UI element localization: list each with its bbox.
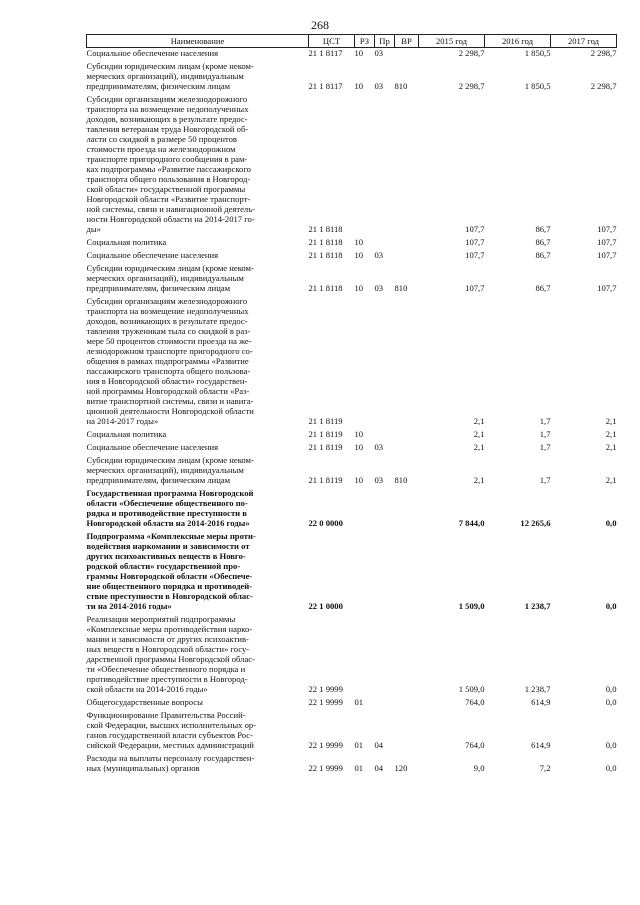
row-name-line: ния в Новгородской области» государствен- [86, 376, 248, 386]
table-row [87, 697, 617, 710]
header-pr: Пр [375, 35, 395, 48]
cell-name [87, 614, 309, 697]
cell-vr [395, 237, 419, 250]
cell-y2015: 1 509,0 [458, 601, 485, 611]
cell-cst: 21 1 8119 [308, 416, 343, 426]
cell-rz: 10 [354, 475, 364, 485]
row-name-line: ласти со скидкой в размере 50 процентов [86, 134, 237, 144]
header-name: Наименование [87, 35, 309, 48]
row-name-line: мерческих организаций), индивидуальным [86, 71, 244, 81]
cell-cst: 21 1 8118 [308, 250, 343, 260]
cell-y2016: 1 238,7 [524, 601, 551, 611]
cell-pr: 03 [374, 250, 384, 260]
table-row [87, 614, 617, 697]
cell-y2017: 107,7 [597, 237, 617, 247]
header-2015: 2015 год [419, 35, 485, 48]
header-2016: 2016 год [485, 35, 551, 48]
cell-y2016: 1,7 [539, 475, 551, 485]
row-name-line: предпринимателям, физическим лицам [86, 475, 231, 485]
row-name-line: Социальное обеспечение населения [86, 250, 219, 260]
cell-rz: 10 [354, 237, 364, 247]
cell-rz: 01 [354, 697, 364, 707]
cell-pr: 04 [374, 763, 384, 773]
table-row [87, 429, 617, 442]
table-row [87, 237, 617, 250]
table-row [87, 94, 617, 237]
cell-y2017: 2,1 [605, 429, 617, 439]
cell-name [87, 455, 309, 488]
row-name-line: транспорта на возмещение недополученных [86, 104, 249, 114]
row-name-line: ганов государственной власти субъектов Рос- [86, 730, 253, 740]
row-name-line: дарственной программы Новгородской облас- [86, 654, 255, 664]
cell-pr [375, 697, 395, 710]
table-row [87, 531, 617, 614]
table-row [87, 455, 617, 488]
cell-rz [355, 531, 375, 614]
cell-y2015: 9,0 [473, 763, 485, 773]
cell-name [87, 61, 309, 94]
cell-pr: 03 [374, 442, 384, 452]
row-name-line: Социальная политика [86, 429, 167, 439]
cell-y2016: 1 850,5 [524, 48, 551, 58]
cell-cst: 22 1 9999 [308, 763, 343, 773]
header-2017: 2017 год [551, 35, 617, 48]
cell-y2017: 2,1 [605, 416, 617, 426]
row-name-line: Социальное обеспечение населения [86, 442, 219, 452]
cell-y2016: 1,7 [539, 416, 551, 426]
cell-rz [355, 296, 375, 429]
cell-vr [395, 697, 419, 710]
cell-name [87, 753, 309, 776]
row-name-line: Субсидии юридическим лицам (кроме неком- [86, 263, 254, 273]
cell-cst: 21 1 8118 [308, 237, 343, 247]
table-row [87, 753, 617, 776]
cell-pr [375, 296, 395, 429]
cell-y2017: 107,7 [597, 224, 617, 234]
table-row [87, 442, 617, 455]
cell-vr: 810 [394, 283, 408, 293]
row-name-line: сийской Федерации, местных администраций [86, 740, 254, 750]
cell-rz [355, 94, 375, 237]
cell-y2016: 86,7 [535, 224, 551, 234]
cell-y2015: 7 844,0 [458, 518, 485, 528]
header-vr: ВР [395, 35, 419, 48]
cell-name [87, 710, 309, 753]
cell-y2016: 1,7 [539, 429, 551, 439]
cell-y2015: 1 509,0 [458, 684, 485, 694]
row-name-line: водействия наркомании и зависимости от [86, 541, 250, 551]
cell-cst: 22 1 9999 [308, 740, 343, 750]
row-name-line: других психоактивных веществ в Новго- [86, 551, 246, 561]
cell-y2017: 0,0 [605, 601, 617, 611]
cell-y2015: 2 298,7 [458, 81, 485, 91]
cell-cst: 22 1 9999 [308, 684, 343, 694]
table-body [87, 48, 617, 777]
row-name-line: ках подпрограммы «Развитие пассажирского [86, 164, 251, 174]
row-name-line: ной системы, связи и навигационной деятель- [86, 204, 255, 214]
row-name-line: Социальное обеспечение населения [86, 48, 219, 58]
row-name-line: «Комплексные меры противодействия нарко- [86, 624, 253, 634]
cell-vr [395, 429, 419, 442]
cell-y2017: 2,1 [605, 475, 617, 485]
cell-pr [375, 614, 395, 697]
table-row [87, 710, 617, 753]
table-row [87, 250, 617, 263]
row-name-line: рядка и противодействие преступности в [86, 508, 247, 518]
cell-y2015: 107,7 [465, 283, 485, 293]
cell-vr: 120 [394, 763, 408, 773]
cell-y2015: 2,1 [473, 442, 485, 452]
row-name-line: на 2014-2017 годы» [86, 416, 159, 426]
row-name-line: ской области» государственной программы [86, 184, 246, 194]
cell-name [87, 296, 309, 429]
row-name-line: стоимости проезда на железнодорожном [86, 144, 236, 154]
cell-pr [375, 94, 395, 237]
row-name-line: ской области на 2014-2016 годы» [86, 684, 208, 694]
cell-y2017: 2 298,7 [590, 48, 617, 58]
table-header-row [87, 35, 617, 48]
cell-y2016: 1,7 [539, 442, 551, 452]
row-name-line: предпринимателям, физическим лицам [86, 283, 231, 293]
cell-y2016: 614,9 [531, 697, 551, 707]
cell-y2017: 107,7 [597, 250, 617, 260]
row-name-line: ной программы Новгородской области «Раз- [86, 386, 250, 396]
cell-vr [395, 531, 419, 614]
cell-name [87, 94, 309, 237]
cell-pr [375, 237, 395, 250]
cell-y2017: 2,1 [605, 442, 617, 452]
cell-y2015: 107,7 [465, 224, 485, 234]
cell-y2017: 0,0 [605, 518, 617, 528]
cell-y2015: 107,7 [465, 250, 485, 260]
row-name-line: доходов, возникающих в результате предос- [86, 316, 248, 326]
row-name-line: области «Обеспечение общественного по- [86, 498, 248, 508]
cell-cst: 21 1 8119 [308, 429, 343, 439]
cell-vr [395, 250, 419, 263]
cell-cst: 21 1 8118 [308, 224, 343, 234]
cell-pr [375, 531, 395, 614]
cell-pr: 04 [374, 740, 384, 750]
cell-vr [395, 488, 419, 531]
row-name-line: лезнодорожном транспорте пригородного со- [86, 346, 253, 356]
cell-y2015: 107,7 [465, 237, 485, 247]
cell-y2016: 1 238,7 [524, 684, 551, 694]
row-name-line: Государственная программа Новгородской [86, 488, 254, 498]
cell-pr: 03 [374, 48, 384, 58]
cell-name [87, 488, 309, 531]
cell-rz: 10 [354, 283, 364, 293]
cell-name [87, 250, 309, 263]
cell-name [87, 48, 309, 62]
row-name-line: Субсидии организациям железнодорожного [86, 296, 248, 306]
row-name-line: мерческих организаций), индивидуальным [86, 465, 244, 475]
row-name-line: предпринимателям, физическим лицам [86, 81, 231, 91]
cell-vr [395, 442, 419, 455]
cell-y2016: 614,9 [531, 740, 551, 750]
cell-y2015: 2,1 [473, 416, 485, 426]
cell-rz: 10 [354, 429, 364, 439]
row-name-line: ды» [86, 224, 101, 234]
cell-name [87, 531, 309, 614]
table-row [87, 48, 617, 62]
cell-name [87, 263, 309, 296]
row-name-line: родской области» государственной про- [86, 561, 241, 571]
cell-y2016: 7,2 [539, 763, 551, 773]
cell-name [87, 697, 309, 710]
cell-cst: 21 1 8117 [308, 48, 343, 58]
cell-y2015: 2 298,7 [458, 48, 485, 58]
cell-rz: 10 [354, 442, 364, 452]
row-name-line: ской Федерации, высших исполнительных ор- [86, 720, 257, 730]
row-name-line: Субсидии юридическим лицам (кроме неком- [86, 61, 254, 71]
cell-y2015: 2,1 [473, 429, 485, 439]
cell-cst: 22 0 0000 [308, 518, 343, 528]
budget-table [86, 34, 617, 776]
row-name-line: Субсидии организациям железнодорожного [86, 94, 248, 104]
cell-name [87, 442, 309, 455]
row-name-line: мании и зависимости от других психоактив- [86, 634, 249, 644]
cell-y2017: 0,0 [605, 697, 617, 707]
row-name-line: ных веществ в Новгородской области» госу- [86, 644, 250, 654]
cell-cst: 21 1 8117 [308, 81, 343, 91]
row-name-line: мерческих организаций), индивидуальным [86, 273, 244, 283]
cell-name [87, 237, 309, 250]
row-name-line: ти на 2014-2016 годы» [86, 601, 172, 611]
row-name-line: тавления труженикам тыла со скидкой в раз- [86, 326, 251, 336]
cell-y2017: 107,7 [597, 283, 617, 293]
cell-y2016: 86,7 [535, 237, 551, 247]
cell-y2015: 2,1 [473, 475, 485, 485]
cell-y2017: 2 298,7 [590, 81, 617, 91]
cell-rz: 10 [354, 48, 364, 58]
row-name-line: ционной деятельности Новгородской области [86, 406, 254, 416]
row-name-line: общения в рамках подпрограммы «Развитие [86, 356, 249, 366]
cell-rz: 10 [354, 250, 364, 260]
row-name-line: Новгородской области «Развитие транспорт- [86, 194, 251, 204]
cell-pr: 03 [374, 475, 384, 485]
cell-vr [395, 94, 419, 237]
row-name-line: тавления ветеранам труда Новгородской об- [86, 124, 249, 134]
row-name-line: Новгородской области на 2014-2016 годы» [86, 518, 250, 528]
row-name-line: противодействие преступности в Новгород- [86, 674, 248, 684]
cell-y2015: 764,0 [465, 697, 485, 707]
row-name-line: ных (муниципальных) органов [86, 763, 200, 773]
row-name-line: ности Новгородской области на 2014-2017 го- [86, 214, 255, 224]
table-row [87, 296, 617, 429]
row-name-line: граммы Новгородской области «Обеспече- [86, 571, 253, 581]
cell-vr [395, 710, 419, 753]
row-name-line: Субсидии юридическим лицам (кроме неком- [86, 455, 254, 465]
row-name-line: доходов, возникающих в результате предос- [86, 114, 248, 124]
cell-cst: 21 1 8119 [308, 442, 343, 452]
row-name-line: транспорта на возмещение недополученных [86, 306, 249, 316]
cell-pr [375, 429, 395, 442]
row-name-line: Расходы на выплаты персоналу государствен- [86, 753, 255, 763]
page-number: 268 [311, 18, 329, 32]
header-cst: ЦСТ [309, 35, 355, 48]
cell-y2017: 0,0 [605, 763, 617, 773]
row-name-line: ние общественного порядка и противодей- [86, 581, 253, 591]
row-name-line: Реализация мероприятий подпрограммы [86, 614, 236, 624]
cell-rz: 10 [354, 81, 364, 91]
row-name-line: ствие преступности в Новгородской облас- [86, 591, 253, 601]
table-row [87, 61, 617, 94]
table-row [87, 263, 617, 296]
cell-y2016: 86,7 [535, 283, 551, 293]
cell-cst: 22 1 0000 [308, 601, 343, 611]
row-name-line: Социальная политика [86, 237, 167, 247]
cell-cst: 21 1 8118 [308, 283, 343, 293]
row-name-line: пассажирского транспорта общего пользова- [86, 366, 251, 376]
row-name-line: ти «Обеспечение общественного порядка и [86, 664, 246, 674]
row-name-line: мере 50 процентов стоимости проезда на же- [86, 336, 252, 346]
cell-rz [355, 614, 375, 697]
cell-vr [395, 614, 419, 697]
cell-pr [375, 488, 395, 531]
row-name-line: Общегосударственные вопросы [86, 697, 203, 707]
cell-vr: 810 [394, 475, 408, 485]
cell-pr: 03 [374, 81, 384, 91]
cell-y2017: 0,0 [605, 684, 617, 694]
cell-y2016: 1 850,5 [524, 81, 551, 91]
header-rz: РЗ [355, 35, 375, 48]
row-name-line: транспорта общего пользования в Новгород- [86, 174, 251, 184]
cell-rz: 01 [354, 763, 364, 773]
cell-vr [395, 48, 419, 62]
row-name-line: Подпрограмма «Комплексные меры проти- [86, 531, 256, 541]
cell-cst: 22 1 9999 [308, 697, 343, 707]
row-name-line: витие транспортной системы, связи и навига- [86, 396, 254, 406]
table-row [87, 488, 617, 531]
cell-y2015: 764,0 [465, 740, 485, 750]
cell-vr [395, 296, 419, 429]
cell-pr: 03 [374, 283, 384, 293]
cell-cst: 21 1 8119 [308, 475, 343, 485]
cell-y2016: 12 265,6 [520, 518, 551, 528]
cell-name [87, 429, 309, 442]
cell-y2017: 0,0 [605, 740, 617, 750]
cell-y2016: 86,7 [535, 250, 551, 260]
cell-rz [355, 488, 375, 531]
cell-vr: 810 [394, 81, 408, 91]
row-name-line: Функционирование Правительства Россий- [86, 710, 246, 720]
row-name-line: транспорте пригородного сообщения в рам- [86, 154, 248, 164]
cell-rz: 01 [354, 740, 364, 750]
